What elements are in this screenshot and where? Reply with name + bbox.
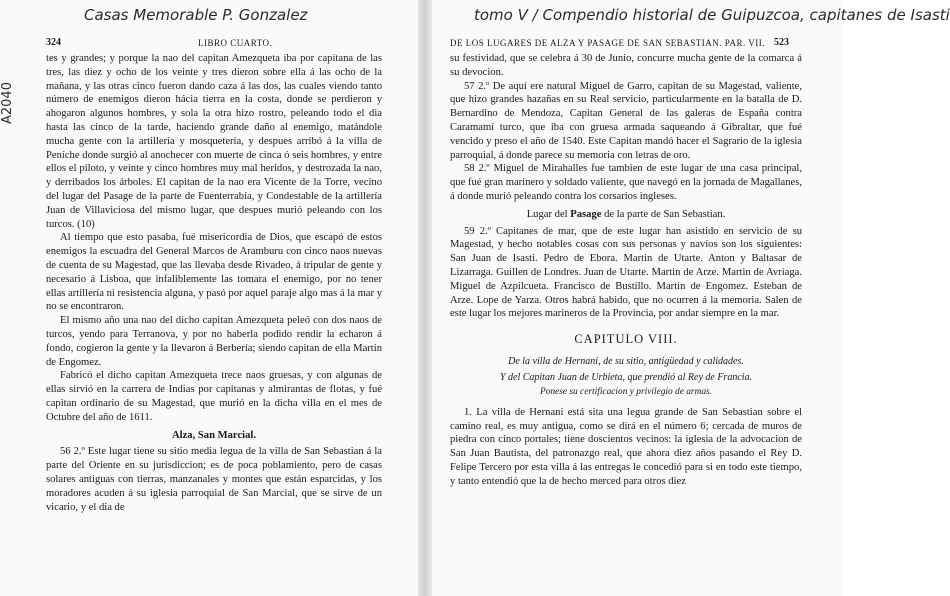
- left-paragraph-1: tes y grandes; y porque la nao del capitan Amezqueta iba por capitana de las tres, las diez y ocho de los veinte y tres dieron sobre ella á las ocho de la mañana, y las otras cinco fueron dando caza á las dos, las cuales viendo tanto número de enemigos dieron hácia tierra en la costa, donde se perdieron y ahogaron algunos hombres, y sola la otra hizo rostro, peleando todo el dia hasta las cinco de la tarde, haciendo grande daño al enemigo, matándole mucha gente con la artillería y mosquetería, y despues arribó á la villa de Peníche donde surgió al anochecer con muerte de cinca ó seis hombres, y entre ellos el piloto, y veinte y cinco hombres muy mal heridos, y destrozada la nao, y derribados los árboles. El capitan de la nao era Vicente de la Torre, vecino del lugar del Pasage de la parte de Fuenterrabía, y Condestable de la artillería Juan de Villaviciosa del mismo lugar, que despues murió peleando con los turcos. (10): [46, 53, 382, 230]
- chapter-summary-3: Ponese su certificacion y privilegio de armas.: [539, 387, 713, 398]
- right-paragraph-2: 57 2.º De aquí ere natural Miguel de Garro, capitan de su Magestad, valiente, que hizo grandes hazañas en su Real servicio, particularmente en la batalla de D. Bernardino de Mendoza, Capitan General de las galeras de España contra Caramamí turco, que iba con gruesa armada saqueando á Gibraltar, que fué vencido y preso el año de 1540. Este Capitan mandó hacer el Sagrario de la iglesia parroquial, á donde parece su memoria con letras de oro.: [450, 80, 802, 161]
- handwritten-note-top-left: Casas Memorable P. Gonzalez: [84, 6, 308, 24]
- book-gutter: [418, 0, 432, 596]
- handwritten-catalog-number: A2040: [0, 82, 15, 124]
- chapter-summary-1: De la villa de Hernani, de su sitio, antigüedad y calidades.: [508, 355, 744, 367]
- handwritten-note-top-right: tomo V / Compendio historial de Guipuzcoa, capitanes de Isasti: [474, 6, 950, 24]
- left-paragraph-4: Fabricó el dicho capitan Amezqueta trece naos gruesas, y con algunas de ellas sirvió en la carrera de Indias por capitanas y almirantas de flotas, y fué capitan ordinario de su Magestad, que murió en la dicha villa en el mes de Octubre del año de 1611.: [46, 370, 382, 423]
- left-running-head: LIBRO CUARTO.: [198, 38, 273, 48]
- section-heading-pasage: Lugar del Pasage de la parte de San Sebastian.: [526, 208, 726, 220]
- right-paragraph-3: 58 2.º Miguel de Mirahalles fue tambien de este lugar de una casa principal, que fué gran marinero y soldado valiente, que navegó en la jornada de Magallanes, á donde murió peleando contra los corsarios ingleses.: [450, 163, 802, 202]
- chapter-title: CAPITULO VIII.: [574, 332, 678, 347]
- left-page: [0, 0, 418, 596]
- left-paragraph-2: Al tiempo que esto pasaba, fué misericordia de Dios, que escapó de estos enemigos la escuadra del General Marcos de Aramburu con cinco naos nuevas de cuenta de su Magestad, que las llevaba desde Rivadeo, á tripular de gente y necesario á Lisboa, que infaliblemente las tomara el enemigo, por no tener ellas artillería ni resistencia alguna, y pasó por aquel paraje algo mas á la mar y no se encontraron.: [46, 232, 382, 313]
- right-paragraph-4: 59 2.º Capitanes de mar, que de este lugar han asistido en servicio de su Magestad, y hecho notables cosas con sus personas y navíos son los siguientes: San Juan de Isasti. Pedro de Ebora. Martin de Utarte. Anton y Baltasar de Lizarraga. Guillen de Londres. Juan de Utarte. Martin de Arze. Martin de Avriaga. Miguel de Azpilcueta. Francisco de Bustillo. Martin de Engomez. Esteban de Arze. Lope de Yarza. Otros habrá habido, que no ocurren á la memoria. Salen de este lugar los mejores marineros de la Provincia, por andar siempre en la mar.: [450, 225, 802, 320]
- right-page: [432, 0, 950, 596]
- right-page-number: 523: [774, 37, 789, 48]
- right-paragraph-1: su festividad, que se celebra á 30 de Junio, concurre mucha gente de la comarca á su devocion.: [450, 53, 802, 78]
- left-paragraph-5: 56 2.º Este lugar tiene su sitio media legua de la villa de San Sebastian á la parte del Oriente en su jurisdiccion; es de poca poblamiento, pero de casas solares antiguas con tierras, manzanales y montes que están esparcidas, y los moradores acuden á su iglesia parroquial de San Marcial, que se sirve de un vicario, y el dia de: [46, 446, 382, 513]
- right-running-head: DE LOS LUGARES DE ALZA Y PASAGE DE SAN SEBASTIAN. PAR. VII.: [450, 38, 766, 48]
- left-page-number: 324: [46, 37, 61, 48]
- section-heading-alza: Alza, San Marcial.: [172, 429, 256, 441]
- chapter-summary-2: Y del Capitan Juan de Urbieta, que prendió al Rey de Francia.: [499, 371, 753, 383]
- right-paragraph-5: 1. La villa de Hernani está sita una legua grande de San Sebastian sobre el camino real, es muy antigua, como se dirá en el número 6; cercada de muros de piedra con cinco portales; tiene doscientos vecinos: la iglesia de la advocacion de San Juan Bautista, del patronazgo real, que ahora diez años pasando el Rey D. Felipe Tercero por esta villa á las entregas le concedió para si en todo este tiempo, y tanto entendió que la de hecho merced para otros diez: [450, 406, 802, 487]
- left-paragraph-3: El mismo año una nao del dicho capitan Amezqueta peleó con dos naos de turcos, yendo para Terranova, y por no haberla podido rendir la echaron á fondo, cogieron la gente y la llevaron á Berbería; siendo capitan de ella Martin de Engomez.: [46, 315, 382, 368]
- right-body-text: [450, 52, 802, 489]
- left-body-text: [46, 52, 382, 514]
